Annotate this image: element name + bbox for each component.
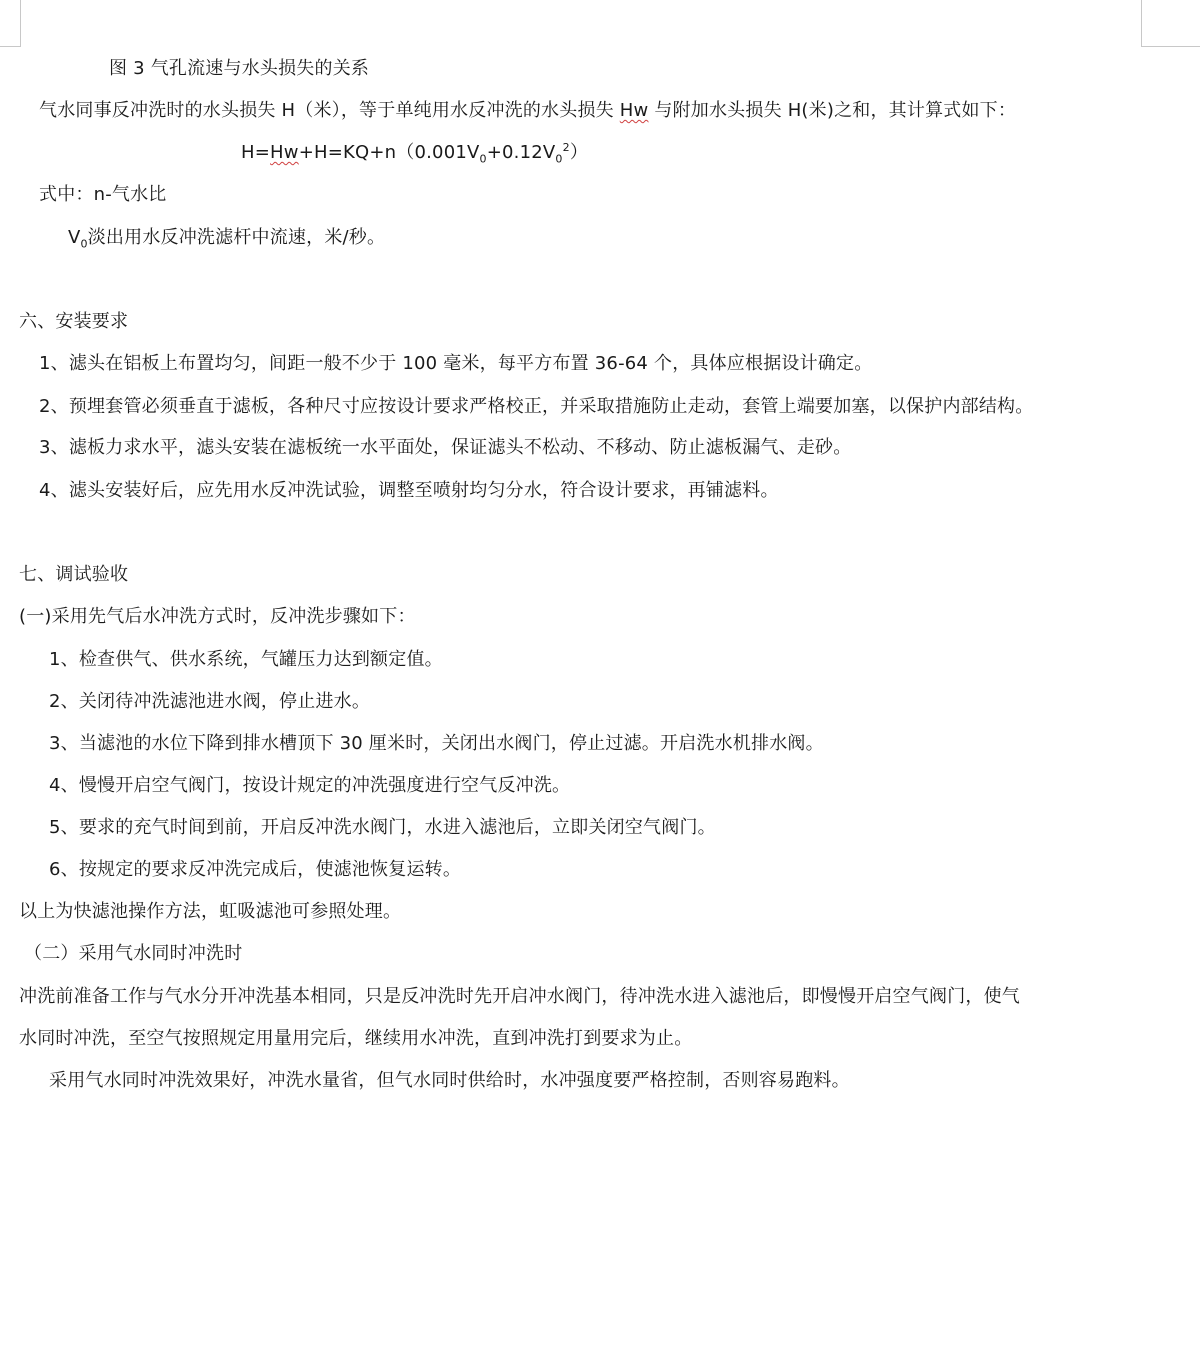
figure-caption: 图 3 气孔流速与水头损失的关系 [109, 58, 370, 79]
procedure-step: 6、按规定的要求反冲洗完成后，使滤池恢复运转。 [49, 859, 462, 880]
formula-intro: 气水同事反冲洗时的水头损失 H（米），等于单纯用水反冲洗的水头损失 Hw 与附加水头损失 H(米)之和，其计算式如下： [39, 100, 1017, 121]
page-corner-mark-right [1141, 0, 1200, 47]
formula: $H=Hw+H=KQ+n(0.001V_0+0.12V_0^2)$ [241, 141, 589, 166]
procedure-step: 4、慢慢开启空气阀门，按设计规定的冲洗强度进行空气反冲洗。 [49, 775, 571, 796]
paragraph: 冲洗前准备工作与气水分开冲洗基本相同，只是反冲洗时先开启冲水阀门，待冲洗水进入滤池后，即慢慢开启空气阀门，使气 [19, 986, 1020, 1007]
install-item: 1、滤头在铝板上布置均匀，间距一般不少于 100 毫米，每平方布置 36-64 个，具体应根据设计确定。 [39, 353, 873, 374]
spellcheck-word: Hw [619, 100, 649, 121]
procedure-step: 2、关闭待冲洗滤池进水阀，停止进水。 [49, 691, 371, 712]
spellcheck-word: Hw [270, 142, 299, 163]
install-item: 2、预埋套管必须垂直于滤板，各种尺寸应按设计要求严格校正，并采取措施防止走动，套管上端要加塞，以保护内部结构。 [39, 396, 1034, 417]
subsection-heading: （二）采用气水同时冲洗时 [24, 943, 243, 964]
procedure-step: 1、检查供气、供水系统，气罐压力达到额定值。 [49, 649, 443, 670]
section-7-heading: 七、调试验收 [19, 564, 129, 585]
page-corner-mark-left [0, 0, 21, 47]
procedure-step: 3、当滤池的水位下降到排水槽顶下 30 厘米时，关闭出水阀门，停止过滤。开启洗水机排水阀。 [49, 733, 824, 754]
section-6-heading: 六、安装要求 [19, 311, 129, 332]
install-item: 4、滤头安装好后，应先用水反冲洗试验，调整至喷射均匀分水，符合设计要求，再铺滤料。 [39, 480, 779, 501]
variable-definition: $V_0$淡出用水反冲洗滤杆中流速，米/秒。 [68, 227, 386, 251]
paragraph: 采用气水同时冲洗效果好，冲洗水量省，但气水同时供给时，水冲强度要严格控制，否则容易跑料。 [49, 1070, 850, 1091]
paragraph: 水同时冲洗，至空气按照规定用量用完后，继续用水冲洗，直到冲洗打到要求为止。 [19, 1028, 693, 1049]
procedure-step: 5、要求的充气时间到前，开启反冲洗水阀门，水进入滤池后，立即关闭空气阀门。 [49, 817, 716, 838]
subsection-heading: (一)采用先气后水冲洗方式时，反冲洗步骤如下： [19, 606, 416, 627]
formula-where: 式中：n-气水比 [39, 184, 167, 205]
summary-text: 以上为快滤池操作方法，虹吸滤池可参照处理。 [19, 901, 402, 922]
install-item: 3、滤板力求水平，滤头安装在滤板统一水平面处，保证滤头不松动、不移动、防止滤板漏气、走砂。 [39, 437, 852, 458]
